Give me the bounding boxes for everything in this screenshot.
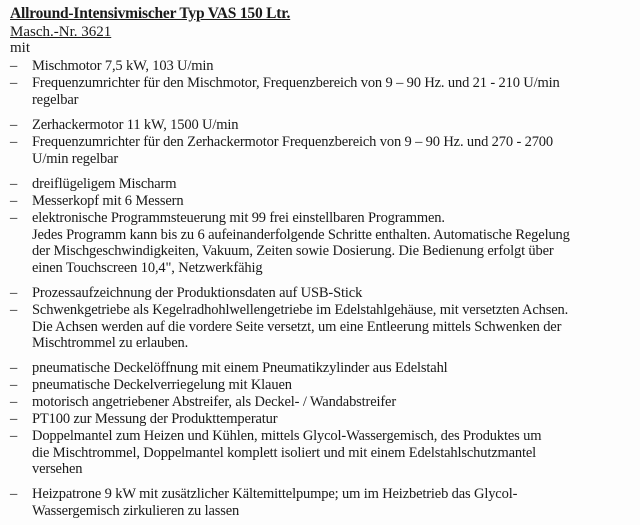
bullet-dash: – [10,411,18,427]
feature-text-line: versehen [32,461,83,477]
feature-text-line: Wassergemisch zirkulieren zu lassen [32,502,240,519]
bullet-dash: – [10,302,18,318]
bullet-dash: – [10,58,18,74]
bullet-dash: – [10,193,18,209]
feature-text-line: Mischmotor 7,5 kW, 103 U/min [32,58,214,74]
intro-text: mit [10,40,31,56]
feature-text [32,285,632,302]
bullet-dash: – [10,360,18,376]
feature-text-line: Frequenzumrichter für den Zerhackermotor Frequenzbereich von 9 – 90 Hz. und 270 - 2700 [32,134,554,150]
feature-text-line: dreiflügeligem Mischarm [32,176,177,192]
bullet-dash: – [10,394,18,410]
feature-text [32,176,632,193]
bullet-dash: – [10,486,18,502]
feature-text [32,411,632,428]
feature-text-line: Heizpatrone 9 kW mit zusätzlicher Kältemittelpumpe; um im Heizbetrieb das Glycol- [32,486,518,502]
feature-text [32,58,632,75]
feature-text-line: Messerkopf mit 6 Messern [32,193,184,209]
document-title: Allround-Intensivmischer Typ VAS 150 Ltr. [10,5,291,22]
feature-text-line: die Mischtrommel, Doppelmantel komplett isoliert und mit einem Edelstahlschutzmantel [32,444,537,461]
feature-text-line: pneumatische Deckelöffnung mit einem Pneumatikzylinder aus Edelstahl [32,360,448,376]
feature-text [32,428,632,478]
feature-text [32,360,632,377]
feature-text-line: Zerhackermotor 11 kW, 1500 U/min [32,117,239,133]
feature-text [32,75,632,108]
feature-text-line: Schwenkgetriebe als Kegelradhohlwellengetriebe im Edelstahlgehäuse, mit versetzten Achsen. [32,302,569,318]
feature-text-line: Doppelmantel zum Heizen und Kühlen, mittels Glycol-Wassergemisch, des Produktes um [32,428,542,444]
feature-text-line: PT100 zur Messung der Produkttemperatur [32,411,278,427]
feature-text [32,193,632,210]
feature-text [32,302,632,352]
machine-number: Masch.-Nr. 3621 [10,24,112,40]
feature-text [32,394,632,411]
bullet-dash: – [10,428,18,444]
feature-text-line: Mischtrommel zu erlauben. [32,335,189,351]
feature-text-line: Prozessaufzeichnung der Produktionsdaten auf USB-Stick [32,285,363,301]
bullet-dash: – [10,285,18,301]
bullet-dash: – [10,75,18,91]
feature-text-line: pneumatische Deckelverriegelung mit Klauen [32,377,292,393]
feature-text [32,486,632,519]
bullet-dash: – [10,117,18,133]
feature-text [32,377,632,394]
feature-text [32,134,632,167]
feature-text-line: elektronische Programmsteuerung mit 99 frei einstellbaren Programmen. [32,210,445,226]
feature-text [32,117,632,134]
feature-text [32,210,632,276]
feature-text-line: Die Achsen werden auf die vordere Seite versetzt, um eine Entleerung mittels Schwenken der [32,318,562,335]
bullet-dash: – [10,134,18,150]
feature-text-line: Jedes Programm kann bis zu 6 aufeinanderfolgende Schritte enthalten. Automatische Regelung [32,226,570,243]
feature-text-line: U/min regelbar [32,150,119,167]
bullet-dash: – [10,210,18,226]
feature-text-line: motorisch angetriebener Abstreifer, als Deckel- / Wandabstreifer [32,394,397,410]
feature-text-line: regelbar [32,91,79,108]
feature-text-line: Frequenzumrichter für den Mischmotor, Frequenzbereich von 9 – 90 Hz. und 21 - 210 U/min [32,75,560,91]
bullet-dash: – [10,176,18,192]
feature-text-line: einen Touchscreen 10,4", Netzwerkfähig [32,259,263,276]
feature-text-line: der Mischgeschwindigkeiten, Vakuum, Zeiten sowie Dosierung. Die Bedienung erfolgt über [32,243,554,259]
bullet-dash: – [10,377,18,393]
